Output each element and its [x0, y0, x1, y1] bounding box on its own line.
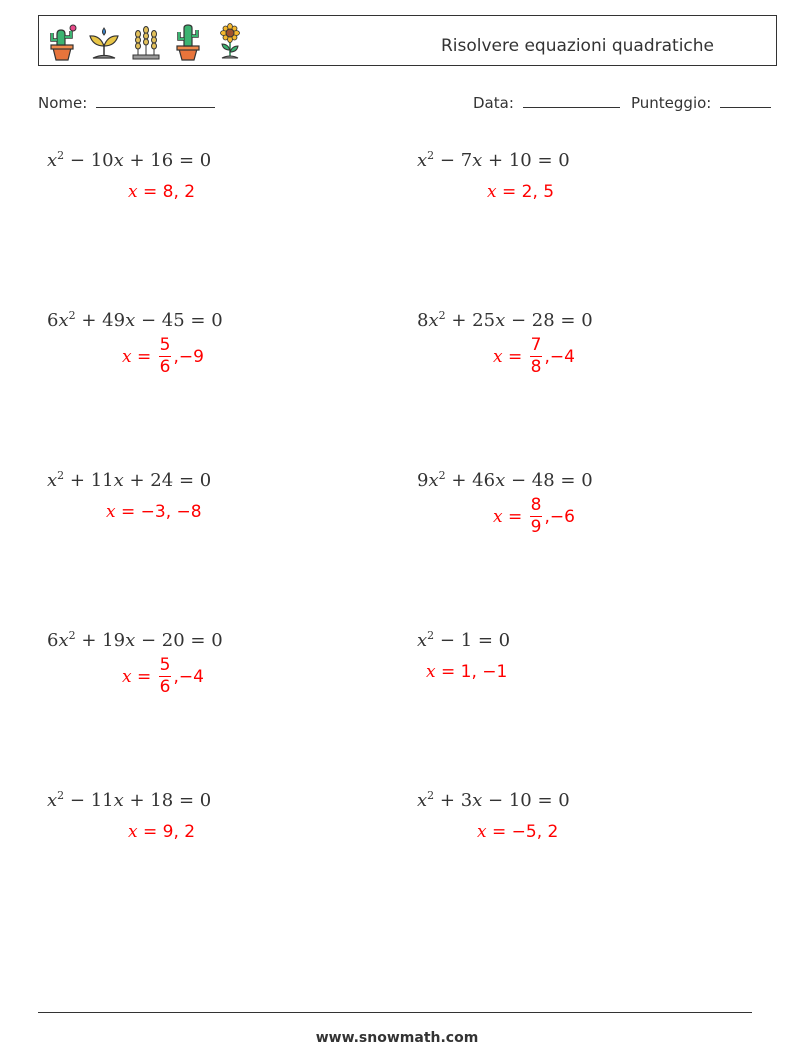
worksheet-title: Risolvere equazioni quadratiche	[440, 36, 714, 56]
sunflower-icon	[213, 22, 247, 62]
footer-url: www.snowmath.com	[315, 1030, 479, 1046]
problem-9: $x^2 - 11x + 18 = 0$	[47, 789, 212, 811]
answer-7: x = $\frac{5}{6}$ ,−4	[122, 655, 204, 697]
problem-8: $x^2 - 1 = 0$	[417, 629, 511, 651]
answer-1: x = 8, 2	[128, 182, 196, 202]
date-field	[473, 94, 620, 112]
score-label: Punteggio:	[631, 94, 712, 112]
problem-3: $6x^2 + 49x - 45 = 0$	[47, 309, 223, 331]
answer-8: x = 1, −1	[426, 662, 508, 682]
answer-5: x = −3, −8	[106, 502, 202, 522]
problem-7: $6x^2 + 19x - 20 = 0$	[47, 629, 223, 651]
answer-2: x = 2, 5	[487, 182, 555, 202]
cactus-flower-icon	[45, 22, 79, 62]
wheat-icon	[129, 22, 163, 62]
name-field	[38, 94, 215, 112]
footer-rule	[38, 1012, 752, 1013]
name-blank	[96, 94, 215, 108]
answer-9: x = 9, 2	[128, 822, 196, 842]
problem-2: $x^2 - 7x + 10 = 0$	[417, 149, 570, 171]
problem-1: $x^2 - 10x + 16 = 0$	[47, 149, 212, 171]
answer-6: x = $\frac{8}{9}$ ,−6	[493, 495, 575, 537]
header-icons	[45, 20, 247, 64]
name-label: Nome:	[38, 94, 88, 112]
date-blank	[523, 94, 620, 108]
answer-3: x = $\frac{5}{6}$ ,−9	[122, 335, 204, 377]
problem-10: $x^2 + 3x - 10 = 0$	[417, 789, 570, 811]
worksheet-header	[38, 15, 777, 66]
problem-5: $x^2 + 11x + 24 = 0$	[47, 469, 212, 491]
date-label: Data:	[473, 94, 514, 112]
score-blank	[720, 94, 771, 108]
answer-10: x = −5, 2	[477, 822, 559, 842]
score-field	[631, 94, 771, 112]
answer-4: x = $\frac{7}{8}$ ,−4	[493, 335, 575, 377]
problem-4: $8x^2 + 25x - 28 = 0$	[417, 309, 593, 331]
cactus-icon	[171, 22, 205, 62]
problem-6: $9x^2 + 46x - 48 = 0$	[417, 469, 593, 491]
sprout-icon	[87, 22, 121, 62]
